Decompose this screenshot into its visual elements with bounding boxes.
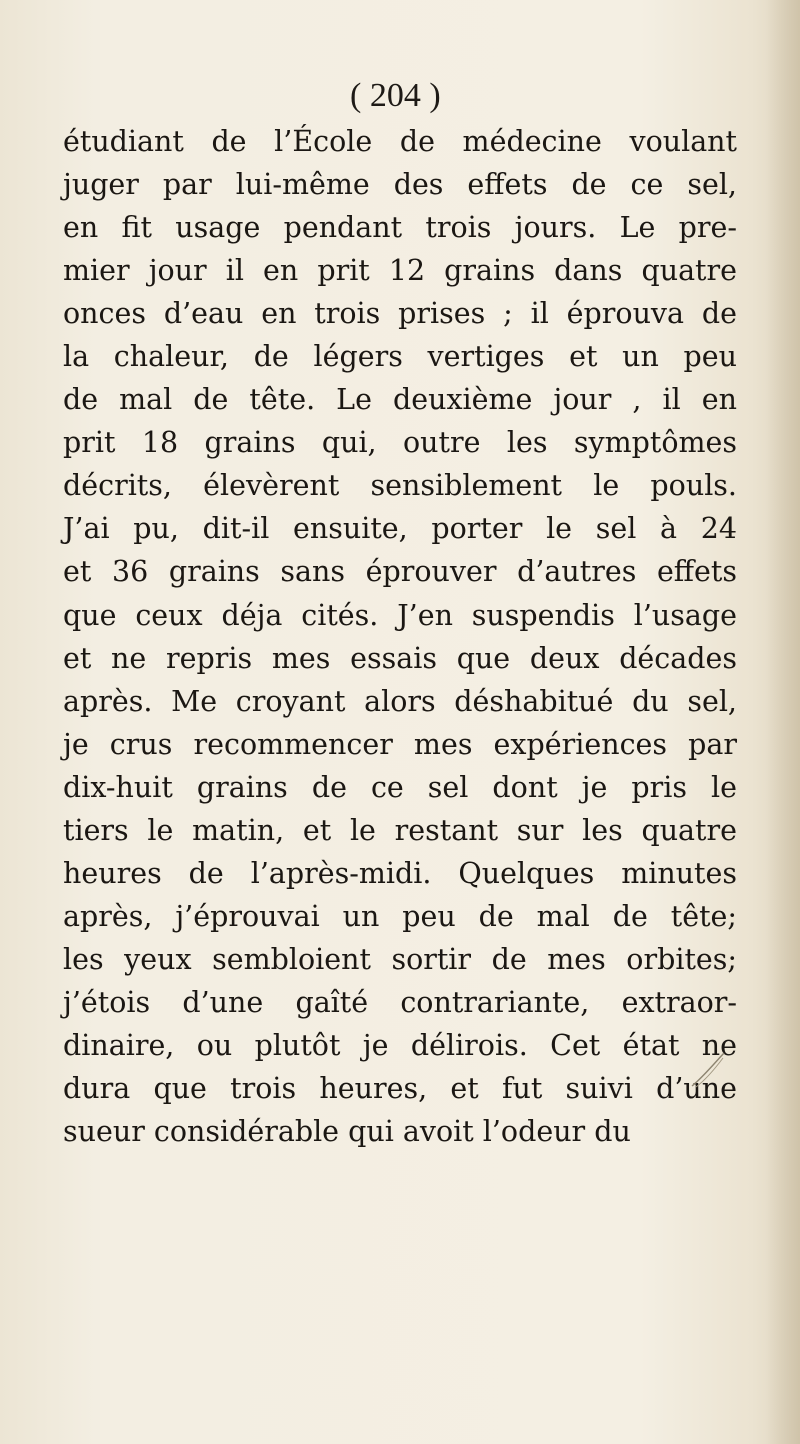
text-line: de mal de tête. Le deuxième jour , il en bbox=[63, 383, 737, 417]
text-line: décrits, élevèrent sensiblement le pouls. bbox=[63, 469, 737, 503]
text-line: sueur considérable qui avoit l’odeur du bbox=[63, 1115, 631, 1149]
text-line: onces d’eau en trois prises ; il éprouva de bbox=[63, 297, 737, 331]
pencil-mark bbox=[690, 1050, 726, 1090]
text-line: tiers le matin, et le restant sur les quatre bbox=[63, 813, 737, 847]
text-line: j’étois d’une gaîté contrariante, extraor- bbox=[63, 985, 737, 1019]
body-text bbox=[63, 120, 737, 1153]
text-line: J’ai pu, dit-il ensuite, porter le sel à 24 bbox=[63, 512, 737, 546]
text-line: après. Me croyant alors déshabitué du sel, bbox=[63, 684, 737, 718]
text-line: et 36 grains sans éprouver d’autres effets bbox=[63, 555, 737, 589]
text-line: et ne repris mes essais que deux décades bbox=[63, 641, 737, 675]
text-line: en fit usage pendant trois jours. Le pre- bbox=[63, 211, 737, 245]
text-line: les yeux sembloient sortir de mes orbites; bbox=[63, 942, 737, 976]
text-line: dix-huit grains de ce sel dont je pris le bbox=[63, 770, 737, 804]
text-line: étudiant de l’École de médecine voulant bbox=[63, 125, 737, 158]
text-line: après, j’éprouvai un peu de mal de tête; bbox=[63, 899, 737, 933]
text-line: juger par lui-même des effets de ce sel, bbox=[63, 168, 737, 202]
page-number: ( 204 ) bbox=[350, 77, 441, 114]
text-line: je crus recommencer mes expériences par bbox=[63, 727, 737, 761]
text-line: la chaleur, de légers vertiges et un peu bbox=[63, 340, 737, 374]
text-line: dura que trois heures, et fut suivi d’une bbox=[63, 1072, 737, 1106]
text-line: mier jour il en prit 12 grains dans quatre bbox=[63, 254, 737, 288]
page-edge-shadow bbox=[766, 0, 800, 1444]
text-line: que ceux déja cités. J’en suspendis l’usage bbox=[63, 598, 737, 632]
text-line: dinaire, ou plutôt je délirois. Cet état ne bbox=[63, 1028, 737, 1062]
text-line: heures de l’après-midi. Quelques minutes bbox=[63, 856, 737, 890]
text-line: prit 18 grains qui, outre les symptômes bbox=[63, 426, 737, 460]
